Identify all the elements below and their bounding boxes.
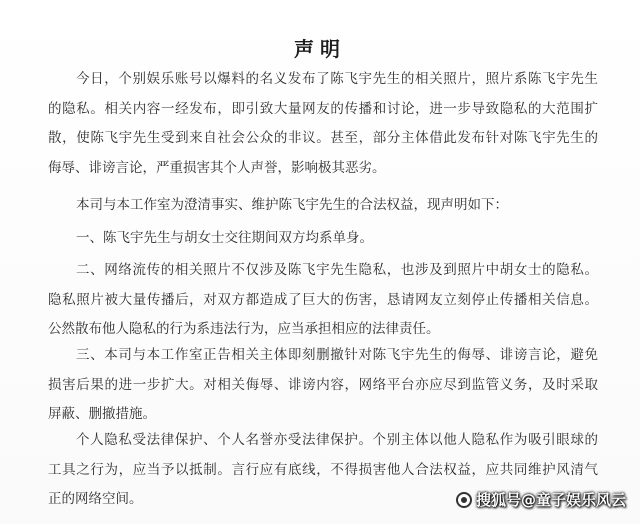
text-line: 正的网络空间。 (48, 491, 143, 507)
paragraph-point-two (48, 256, 598, 345)
text-line: 今日，个别娱乐账号以爆料的名义发布了陈飞宇先生的相关照片，照片系陈飞宇先生 (76, 71, 598, 87)
paragraph-point-three (48, 341, 598, 430)
text-line: 散，使陈飞宇先生受到来自社会公众的非议。甚至，部分主体借此发布针对陈飞宇先生的 (48, 130, 598, 146)
text-line: 屏蔽、删撤措施。 (48, 406, 156, 422)
paragraph-statement-lead (48, 191, 598, 221)
text-line: 隐私照片被大量传播后，对双方都造成了巨大的伤害，恳请网友立刻停止传播相关信息。 (48, 291, 598, 308)
source-watermark (456, 489, 626, 510)
text-line: 的隐私。相关内容一经发布，即引致大量网友的传播和讨论，进一步导致隐私的大范围扩 (48, 100, 598, 117)
paragraph-intro (48, 65, 598, 183)
text-line: 个人隐私受法律保护、个人名誉亦受法律保护。个别主体以他人隐私作为吸引眼球的 (76, 432, 598, 448)
sohu-logo-icon (456, 492, 472, 508)
watermark-text: 搜狐号@童子娱乐风云 (475, 491, 626, 509)
text-line: 工具之行为，应当予以抵制。言行应有底线，不得损害他人合法权益，应共同维护风清气 (48, 461, 598, 478)
text-line: 公然散布他人隐私的行为系违法行为，应当承担相应的法律责任。 (48, 321, 440, 337)
text-line: 损害后果的进一步扩大。对相关侮辱、诽谤内容，网络平台亦应尽到监管义务，及时采取 (48, 376, 598, 393)
text-line: 二、网络流传的相关照片不仅涉及陈飞宇先生隐私，也涉及到照片中胡女士的隐私。 (76, 262, 598, 278)
text-line: 一、陈飞宇先生与胡女士交往期间双方均系单身。 (76, 230, 373, 246)
paragraph-point-one (48, 224, 598, 254)
text-line: 侮辱、诽谤言论，严重损害其个人声誉，影响极其恶劣。 (48, 159, 386, 176)
document-title: 声明 (294, 37, 346, 61)
text-line: 本司与本工作室为澄清事实、维护陈飞宇先生的合法权益，现声明如下： (76, 197, 508, 213)
text-line: 三、本司与本工作室正告相关主体即刻删撤针对陈飞宇先生的侮辱、诽谤言论，避免 (76, 347, 598, 363)
